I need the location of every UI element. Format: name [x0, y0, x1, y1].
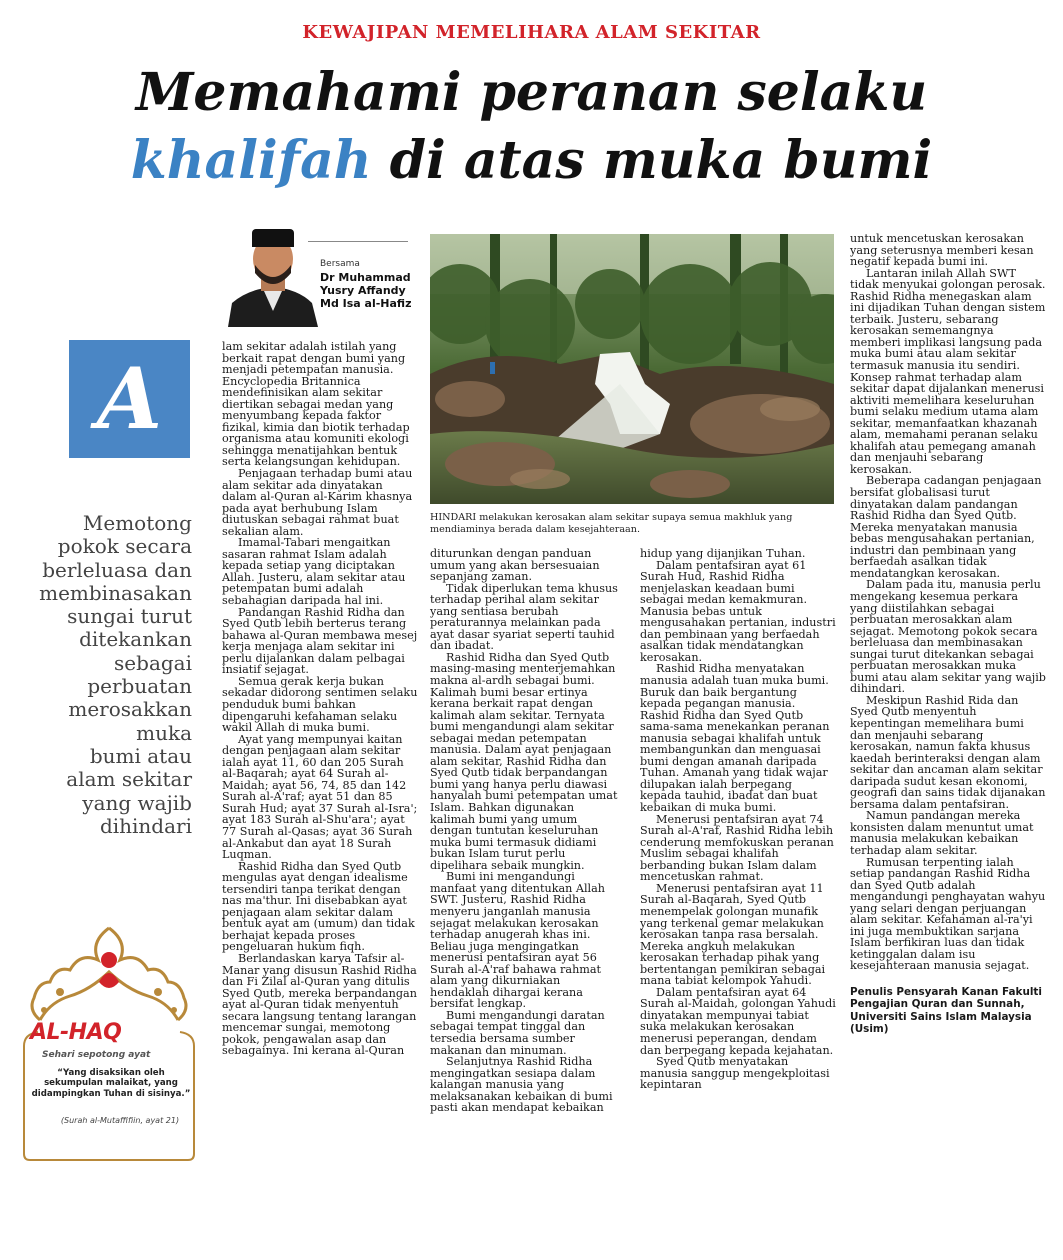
- author-credit: Penulis Pensyarah Kanan Fakulti Pengajian Quran dan Sunnah, Universiti Sains Islam Malaysia (Usim): [850, 986, 1042, 1036]
- waterfall-photo: [430, 234, 834, 504]
- paragraph: Pandangan Rashid Ridha dan Syed Qutb lebih berterus terang bahawa al-Quran membawa mesej kerja menjaga alam sekitar ini perlu dijalankan dalam pelbagai insiatif sejagat.: [222, 605, 418, 677]
- pull-quote-line: Memotong: [82, 511, 192, 535]
- al-haq-title: AL-HAQ: [30, 1020, 122, 1045]
- pull-quote-line: ditekankan: [79, 627, 192, 652]
- paragraph: Meskipun Rashid Rida dan Syed Qutb menyentuh kepentingan memelihara bumi dan menjauhi sebarang kerosakan, namun fakta khusus kaedah berinteraksi dengan alam sekitar dan ancaman alam sekitar daripada sudut kesan ekonomi, geografi dan sains tidak dijanakan bersama dalam pentafsiran.: [850, 693, 1046, 811]
- pull-quote-line: merosakkan: [68, 697, 192, 722]
- al-haq-quote: “Yang disaksikan oleh sekumpulan malaikat, yang didampingkan Tuhan di sisinya.”: [31, 1068, 191, 1099]
- kicker: KEWAJIPAN MEMELIHARA ALAM SEKITAR: [302, 22, 761, 43]
- paragraph: hidup yang dijanjikan Tuhan.: [640, 547, 806, 560]
- paragraph: Selanjutnya Rashid Ridha mengingatkan sesiapa dalam kalangan manusia yang melaksanakan kebaikan di bumi pasti akan mendapat kebaikan: [430, 1055, 613, 1115]
- paragraph: Namun pandangan mereka konsisten dalam menuntut umat manusia melakukan kebaikan terhadap alam sekitar.: [850, 809, 1034, 857]
- author-name-line: Md Isa al-Hafiz: [320, 296, 412, 310]
- paragraph: Ayat yang mempunyai kaitan dengan penjagaan alam sekitar ialah ayat 11, 60 dan 205 Surah al-Baqarah; ayat 64 Surah al-Maidah; ayat 56, 74, 85 dan 142 Surah al-A'raf; ayat 51 dan 85 Surah Hud; ayat 37 Surah al-Isra'; ayat 183 Surah al-Shu'ara'; ayat 77 Surah al-Qasas; ayat 36 Surah al-Ankabut dan ayat 18 Surah Luqman.: [222, 732, 418, 862]
- pull-quote-line: pokok secara: [57, 534, 192, 559]
- paragraph: Rashid Ridha dan Syed Qutb mengulas ayat dengan idealisme tersendiri tanpa terikat dengan nas ma'thur. Ini disebabkan ayat penjagaan alam sekitar dalam bentuk ayat am (umum) dan tidak berhajat kepada proses pengeluaran hukum fiqh.: [222, 859, 415, 954]
- headline-rest: di atas muka bumi: [371, 130, 933, 191]
- al-haq-source: (Surah al-Mutaffifiin, ayat 21): [60, 1116, 180, 1125]
- paragraph: Dalam pentafsiran ayat 64 Surah al-Maidah, golongan Yahudi dinyatakan mempunyai tabiat suka melakukan kerosakan menerusi peperangan, dendam dan berpegang kepada kejahatan.: [640, 985, 836, 1057]
- paragraph: Bumi ini mengandungi manfaat yang ditentukan Allah SWT. Justeru, Rashid Ridha menyeru janganlah manusia sejagat melakukan kerosakan terhadap anugerah khas ini. Beliau juga mengingatkan menerusi pentafsiran ayat 56 Surah al-A'raf bahawa rahmat alam yang dikurniakan hendaklah dihargai kerana bersifat lengkap.: [430, 870, 606, 1011]
- pull-quote-line: membinasakan: [39, 580, 192, 605]
- paragraph: Berlandaskan karya Tafsir al-Manar yang disusun Rashid Ridha dan Fi Zilal al-Quran yang ditulis Syed Qutb, mereka berpandangan ayat al-Quran tidak menyentuh secara langsung tentang larangan mencemar sungai, memotong pokok, pengawalan asap dan sebagainya. Ini kerana al-Quran: [222, 951, 417, 1058]
- author-name-line: Dr Muhammad: [320, 270, 411, 284]
- paragraph: Imamal-Tabari mengaitkan sasaran rahmat Islam adalah kepada setiap yang diciptakan Allah. Justeru, alam sekitar atau petempatan bumi adalah sebahagian daripada hal ini.: [222, 536, 406, 608]
- paragraph: Penjagaan terhadap bumi atau alam sekitar ada dinyatakan dalam al-Quran al-Karim khasnya pada ayat berhubung Islam diutuskan sebagai rahmat buat sekalian alam.: [222, 467, 413, 538]
- pull-quote-line: muka: [136, 720, 192, 745]
- article-column-3: [640, 548, 836, 1091]
- paragraph: Rashid Ridha menyatakan manusia adalah tuan muka bumi. Buruk dan baik bergantung kepada pegangan manusia. Rashid Ridha dan Syed Qutb sama-sama menekankan peranan manusia sebagai khalifah untuk membangunkan dan menguasai bumi dengan amanah daripada Tuhan. Amanah yang tidak wajar dilupakan ialah berpegang kepada tauhid, ibadat dan buat kebaikan di muka bumi.: [640, 662, 830, 815]
- paragraph: Menerusi pentafsiran ayat 11 Surah al-Baqarah, Syed Qutb menempelak golongan munafik yang terkenal gemar melakukan kerosakan tanpa rasa bersalah. Mereka angkuh melakukan kerosakan terhadap pihak yang bertentangan pemikiran sebagai mana tabiat kelompok Yahudi.: [640, 881, 826, 988]
- author-prefix: Bersama: [320, 259, 360, 269]
- photo-caption: HINDARI melakukan kerosakan alam sekitar supaya semua makhluk yang mendiaminya berada dalam kesejahteraan.: [430, 512, 793, 535]
- paragraph: Syed Qutb menyatakan manusia sanggup mengekploitasi kepintaran: [640, 1055, 830, 1092]
- author-name-line: Yusry Affandy: [320, 283, 406, 297]
- headline-highlight: khalifah: [130, 130, 372, 191]
- paragraph: Dalam pentafsiran ayat 61 Surah Hud, Rashid Ridha menjelaskan keadaan bumi sebagai medan kemakmuran. Manusia bebas untuk mengusahakan pertanian, industri dan pembinaan yang berfaedah asalkan tidak mendatangkan kerosakan.: [640, 558, 836, 664]
- headline-line-2: [0, 132, 1063, 189]
- paragraph: Rashid Ridha dan Syed Qutb masing-masing menterjemahkan makna al-ardh sebagai bumi. Kalimah bumi besar ertinya kerana berkait rapat dengan kalimah alam sekitar. Ternyata bumi mengandungi alam sekitar sebagai medan petempatan manusia. Dalam ayat penjagaan alam sekitar, Rashid Ridha dan Syed Qutb tidak berpandangan bumi yang hanya perlu diawasi hanyalah bumi petempatan umat Islam. Bahkan digunakan kalimah bumi yang umum dengan tuntutan keseluruhan muka bumi termasuk didiami bukan Islam turut perlu dipelihara sebaik mungkin.: [430, 650, 618, 872]
- paragraph: Beberapa cadangan penjagaan bersifat globalisasi turut dinyatakan dalam pandangan Rashid Ridha dan Syed Qutb. Mereka menyatakan manusia bebas mengusahakan pertanian, industri dan pembinaan yang berfaedah asalkan tidak mendatangkan kerosakan.: [850, 474, 1042, 580]
- paragraph: Bumi mengandungi daratan sebagai tempat tinggal dan tersedia bersama sumber makanan dan minuman.: [430, 1008, 605, 1057]
- forest-waterfall-icon: [430, 234, 834, 504]
- author-divider: [308, 241, 408, 242]
- author-box: [220, 215, 415, 330]
- author-portrait-icon: [228, 215, 318, 327]
- drop-cap: A: [69, 340, 190, 458]
- al-haq-box: [20, 922, 198, 1162]
- pull-quote: [22, 512, 192, 838]
- author-name: [320, 272, 420, 311]
- article-column-2: [430, 548, 622, 1114]
- paragraph: Menerusi pentafsiran ayat 74 Surah al-A'raf, Rashid Ridha lebih cenderung memfokuskan peranan Muslim sebagai khalifah berbanding bukan Islam dalam mencetuskan rahmat.: [640, 812, 834, 884]
- pull-quote-line: sungai turut: [67, 604, 192, 629]
- paragraph: diturunkan dengan panduan umum yang akan bersesuaian sepanjang zaman.: [430, 547, 600, 584]
- pull-quote-line: dihindari: [99, 813, 192, 838]
- pull-quote-line: perbuatan: [87, 674, 192, 699]
- paragraph: Semua gerak kerja bukan sekadar didorong sentimen selaku penduduk bumi bahkan dipengaruhi kefahaman selaku wakil Allah di muka bumi.: [222, 674, 418, 735]
- pull-quote-line: alam sekitar: [66, 767, 192, 792]
- pull-quote-line: sebagai: [114, 650, 192, 675]
- paragraph: Tidak diperlukan tema khusus terhadap perihal alam sekitar yang sentiasa berubah peraturannya melainkan pada ayat dasar syariat seperti tauhid dan ibadat.: [430, 581, 618, 653]
- pull-quote-line: yang wajib: [82, 790, 192, 815]
- article-column-4: [850, 233, 1046, 1036]
- pull-quote-line: bumi atau: [89, 743, 192, 768]
- al-haq-subtitle: Sehari sepotong ayat: [42, 1050, 151, 1060]
- paragraph: Dalam pada itu, manusia perlu mengekang kesemua perkara yang diistilahkan sebagai perbuatan merosakkan alam sejagat. Memotong pokok secara berleluasa dan membinasakan sungai turut ditekankan sebagai perbuatan merosakkan muka bumi atau alam sekitar yang wajib dihindari.: [850, 578, 1046, 696]
- article-column-1: [222, 341, 418, 1057]
- paragraph: Lantaran inilah Allah SWT tidak menyukai golongan perosak. Rashid Ridha menegaskan alam ini dijadikan Tuhan dengan sistem terbaik. Justeru, sebarang kerosakan sememangnya memberi implikasi langsung pada muka bumi atau alam sekitar termasuk manusia itu sendiri. Konsep rahmat terhadap alam sekitar dapat dijalankan menerusi aktiviti memelihara keseluruhan bumi selaku medium utama alam sekitar, memanfaatkan khazanah alam, memahami peranan selaku khalifah atau pemegang amanah dan menjauhi sebarang kerosakan.: [850, 266, 1046, 476]
- pull-quote-line: berleluasa dan: [42, 557, 192, 582]
- author-info: [320, 259, 420, 311]
- paragraph: untuk mencetuskan kerosakan yang seterusnya memberi kesan negatif kepada bumi ini.: [850, 232, 1034, 269]
- paragraph: lam sekitar adalah istilah yang berkait rapat dengan bumi yang menjadi petempatan manusia. Encyclopedia Britannica mendefinisikan alam sekitar diertikan sebagai medan yang menyumbang kepada faktor fizikal, kimia dan biotik terhadap organisma atau komuniti ekologi sehingga menatijahkan bentuk serta kelangsungan kehidupan.: [222, 340, 410, 469]
- paragraph: Rumusan terpenting ialah setiap pandangan Rashid Ridha dan Syed Qutb adalah mengandungi penghayatan wahyu yang selari dengan perjuangan alam sekitar. Kefahaman al-ra'yi ini juga membuktikan sarjana Islam berfikiran luas dan tidak ketinggalan dalam isu kesejahteraan manusia sejagat.: [850, 855, 1046, 973]
- headline-line-1: Memahami peranan selaku: [135, 62, 928, 123]
